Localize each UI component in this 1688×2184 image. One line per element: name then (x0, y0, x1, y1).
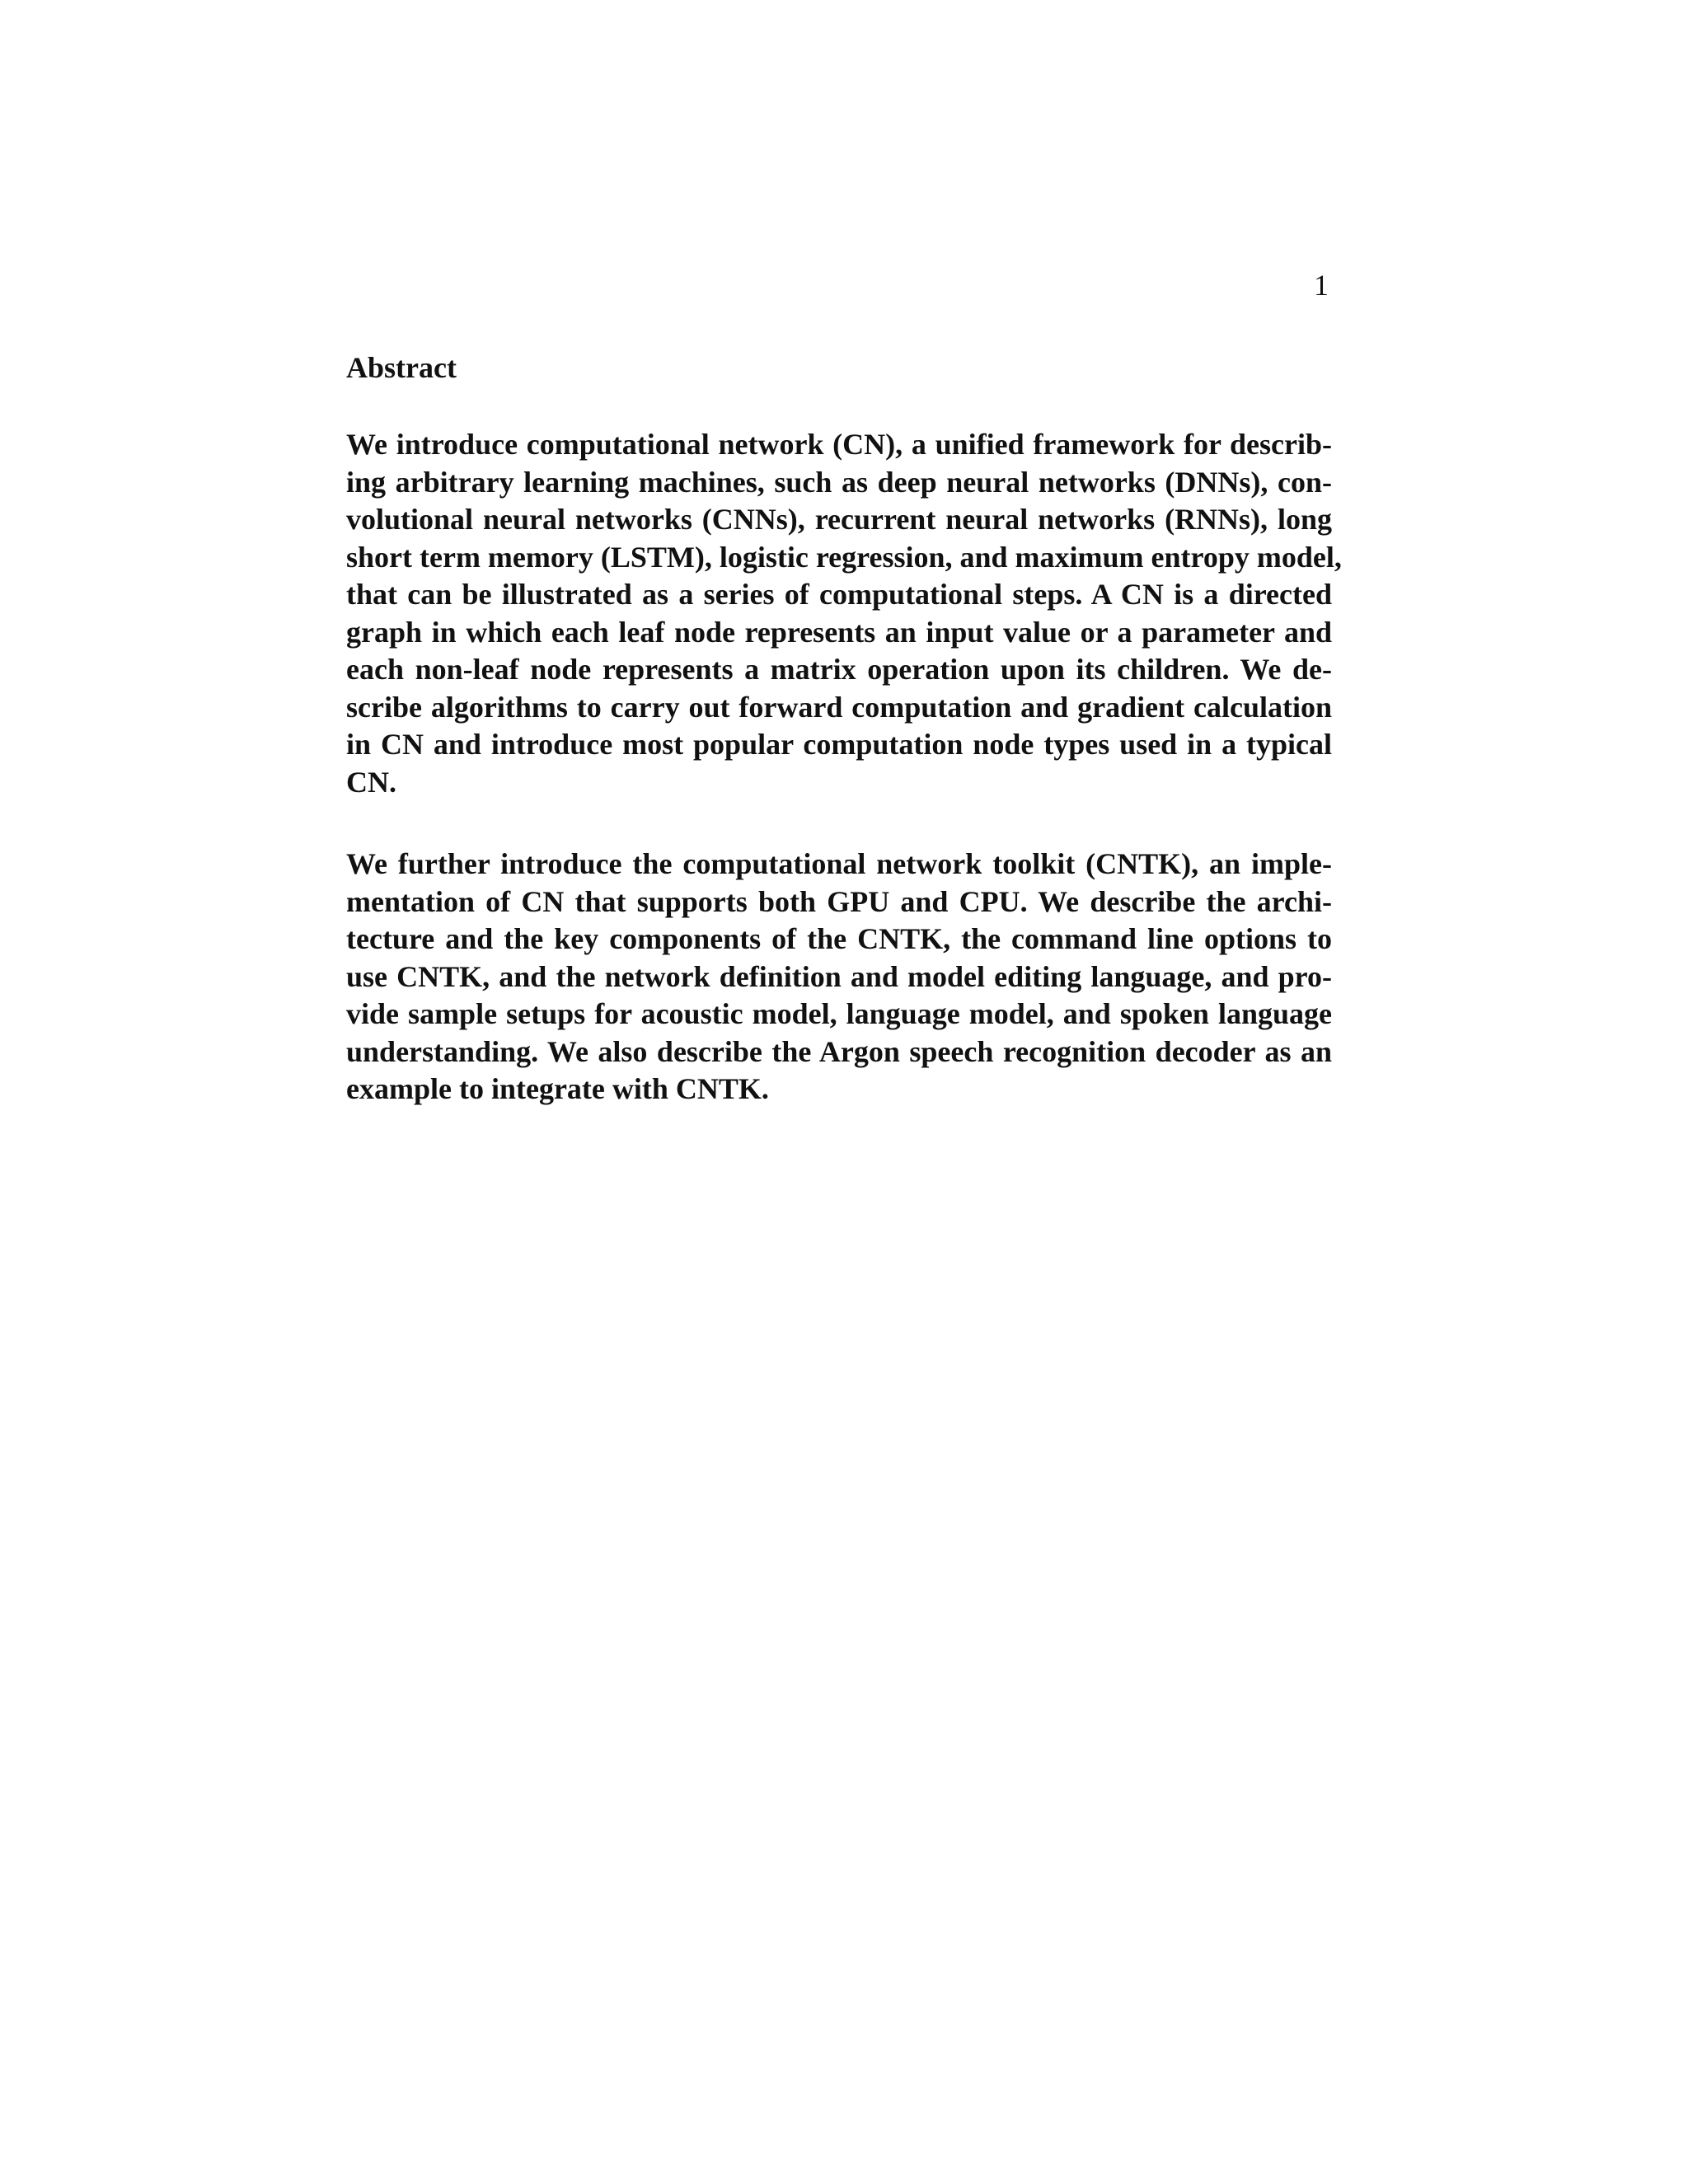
text-line: in CN and introduce most popular computation node types used in a typical (346, 728, 1332, 761)
text-line: scribe algorithms to carry out forward computation and gradient calculation (346, 690, 1332, 724)
page-number: 1 (1314, 269, 1329, 302)
text-line: each non-leaf node represents a matrix operation upon its children. We de- (346, 653, 1332, 686)
text-line: CN. (346, 765, 396, 799)
text-line: We further introduce the computational network toolkit (CNTK), an imple- (346, 847, 1332, 880)
text-line: mentation of CN that supports both GPU and CPU. We describe the archi- (346, 884, 1332, 918)
abstract-section (346, 351, 1342, 1108)
abstract-paragraph-2 (346, 846, 1332, 1108)
text-line: understanding. We also describe the Argon speech recognition decoder as an (346, 1034, 1332, 1068)
text-line: example to integrate with CNTK. (346, 1072, 769, 1105)
abstract-heading: Abstract (346, 351, 457, 384)
text-line: We introduce computational network (CN), a unified framework for describ- (346, 428, 1332, 461)
text-line: short term memory (LSTM), logistic regression, and maximum entropy model, (346, 540, 1342, 574)
text-line: ing arbitrary learning machines, such as deep neural networks (DNNs), con- (346, 465, 1332, 499)
text-line: graph in which each leaf node represents an input value or a parameter and (346, 615, 1332, 649)
text-line: use CNTK, and the network definition and model editing language, and pro- (346, 959, 1332, 993)
text-line: tecture and the key components of the CNTK, the command line options to (346, 922, 1332, 955)
text-line: that can be illustrated as a series of computational steps. A CN is a directed (346, 578, 1332, 611)
text-line: volutional neural networks (CNNs), recurrent neural networks (RNNs), long (346, 503, 1332, 536)
abstract-paragraph-1 (346, 426, 1342, 801)
text-line: vide sample setups for acoustic model, language model, and spoken language (346, 997, 1332, 1030)
